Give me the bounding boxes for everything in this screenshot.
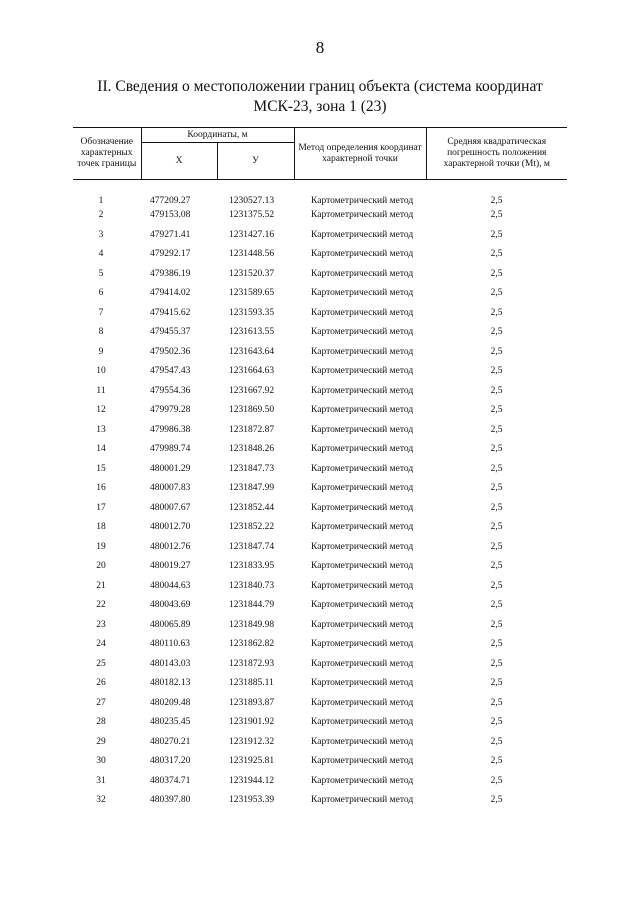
coordinate-x: 479415.62 (150, 307, 191, 318)
error-cell: 2,5 (490, 307, 503, 318)
coordinate-x: 480317.20 (150, 756, 191, 767)
table-row (73, 596, 567, 616)
error-cell: 2,5 (490, 210, 503, 221)
coordinate-x: 480143.03 (150, 658, 191, 669)
point-number: 15 (96, 463, 106, 474)
coordinate-x: 479986.38 (150, 424, 191, 435)
coordinate-x: 479502.36 (150, 346, 191, 357)
coordinate-x: 480007.83 (150, 483, 191, 494)
section-title-line-1: II. Сведения о местоположении границ объекта (система координат (97, 78, 543, 95)
method-cell: Картометрический метод (311, 366, 414, 377)
coordinate-x: 479989.74 (150, 444, 191, 455)
method-cell: Картометрический метод (311, 697, 414, 708)
coordinate-x: 479386.19 (150, 268, 191, 279)
table-row (73, 323, 567, 343)
method-cell: Картометрический метод (311, 210, 414, 221)
method-cell: Картометрический метод (311, 658, 414, 669)
method-cell: Картометрический метод (311, 541, 414, 552)
coordinate-y: 1231448.56 (229, 249, 275, 260)
coordinate-x: 479547.43 (150, 366, 191, 377)
coordinate-y: 1231840.73 (229, 580, 275, 591)
table-row (73, 459, 567, 479)
table-row (73, 752, 567, 772)
point-number: 2 (98, 210, 104, 221)
method-cell: Картометрический метод (311, 444, 414, 455)
error-cell: 2,5 (490, 424, 503, 435)
error-cell: 2,5 (490, 444, 503, 455)
point-number: 1 (98, 195, 104, 206)
page-number: 8 (315, 38, 325, 57)
coordinate-y: 1231912.32 (229, 736, 275, 747)
error-cell: 2,5 (490, 697, 503, 708)
point-number: 7 (98, 307, 104, 318)
point-number: 17 (96, 502, 106, 513)
table-row (73, 264, 567, 284)
coordinate-x: 480019.27 (150, 561, 191, 572)
error-cell: 2,5 (490, 658, 503, 669)
method-cell: Картометрический метод (311, 229, 414, 240)
coordinate-x: 479979.28 (150, 405, 191, 416)
table-row (73, 420, 567, 440)
point-number: 11 (96, 385, 106, 396)
point-number: 31 (96, 775, 106, 786)
error-cell: 2,5 (490, 229, 503, 240)
table-row (73, 498, 567, 518)
method-cell: Картометрический метод (311, 600, 414, 611)
error-cell: 2,5 (490, 405, 503, 416)
header-x: X (141, 143, 217, 180)
error-cell: 2,5 (490, 249, 503, 260)
coordinate-y: 1231901.92 (229, 717, 275, 728)
coordinate-y: 1231885.11 (229, 678, 274, 689)
table-row (73, 225, 567, 245)
point-number: 16 (96, 483, 106, 494)
error-cell: 2,5 (490, 795, 503, 806)
coordinate-y: 1231862.82 (229, 639, 275, 650)
coordinate-x: 479414.02 (150, 288, 191, 299)
error-cell: 2,5 (490, 366, 503, 377)
method-cell: Картометрический метод (311, 639, 414, 650)
coordinate-y: 1231869.50 (229, 405, 275, 416)
coordinate-x: 480043.69 (150, 600, 191, 611)
point-number: 28 (96, 717, 106, 728)
point-number: 14 (96, 444, 106, 455)
coordinate-y: 1231593.35 (229, 307, 275, 318)
coordinate-y: 1231848.26 (229, 444, 275, 455)
point-number: 13 (96, 424, 106, 435)
point-number: 10 (96, 366, 106, 377)
coordinate-x: 480012.76 (150, 541, 191, 552)
method-cell: Картометрический метод (311, 346, 414, 357)
table-row (73, 342, 567, 362)
error-cell: 2,5 (490, 619, 503, 630)
method-cell: Картометрический метод (311, 795, 414, 806)
method-cell: Картометрический метод (311, 288, 414, 299)
method-cell: Картометрический метод (311, 424, 414, 435)
point-number: 22 (96, 600, 106, 611)
error-cell: 2,5 (490, 483, 503, 494)
table-row (73, 576, 567, 596)
table-row (73, 518, 567, 538)
error-cell: 2,5 (490, 463, 503, 474)
table-row (73, 180, 567, 206)
coordinate-x: 480012.70 (150, 522, 191, 533)
coordinate-x: 480065.89 (150, 619, 191, 630)
coordinate-y: 1231893.87 (229, 697, 275, 708)
coordinate-y: 1230527.13 (229, 195, 275, 206)
table-row (73, 206, 567, 226)
error-cell: 2,5 (490, 678, 503, 689)
error-cell: 2,5 (490, 639, 503, 650)
error-cell: 2,5 (490, 502, 503, 513)
coordinate-x: 480110.63 (150, 639, 191, 650)
table-row (73, 557, 567, 577)
coordinate-x: 479292.17 (150, 249, 191, 260)
point-number: 8 (98, 327, 104, 338)
error-cell: 2,5 (490, 346, 503, 357)
coordinate-x: 480397.80 (150, 795, 191, 806)
coordinate-x: 479271.41 (150, 229, 191, 240)
coordinate-x: 477209.27 (150, 195, 191, 206)
error-cell: 2,5 (490, 717, 503, 728)
method-cell: Картометрический метод (311, 580, 414, 591)
coordinate-x: 480209.48 (150, 697, 191, 708)
coordinate-y: 1231613.55 (229, 327, 275, 338)
point-number: 25 (96, 658, 106, 669)
coordinate-y: 1231847.73 (229, 463, 275, 474)
method-cell: Картометрический метод (311, 195, 414, 206)
coordinate-x: 479455.37 (150, 327, 191, 338)
point-number: 9 (98, 346, 104, 357)
point-number: 18 (96, 522, 106, 533)
coordinate-y: 1231953.39 (229, 795, 275, 806)
coordinate-y: 1231589.65 (229, 288, 275, 299)
coordinate-y: 1231852.22 (229, 522, 275, 533)
error-cell: 2,5 (490, 580, 503, 591)
table-row (73, 674, 567, 694)
table-row (73, 771, 567, 791)
header-y: У (217, 143, 294, 180)
method-cell: Картометрический метод (311, 463, 414, 474)
error-cell: 2,5 (490, 268, 503, 279)
method-cell: Картометрический метод (311, 717, 414, 728)
point-number: 3 (98, 229, 104, 240)
method-cell: Картометрический метод (311, 249, 414, 260)
point-number: 21 (96, 580, 106, 591)
table-row (73, 245, 567, 265)
method-cell: Картометрический метод (311, 385, 414, 396)
table-row (73, 284, 567, 304)
error-cell: 2,5 (490, 327, 503, 338)
point-number: 27 (96, 697, 106, 708)
coordinate-x: 479153.08 (150, 210, 191, 221)
coordinate-x: 480374.71 (150, 775, 191, 786)
method-cell: Картометрический метод (311, 307, 414, 318)
error-cell: 2,5 (490, 736, 503, 747)
header-coordinates: Координаты, м (141, 128, 294, 143)
method-cell: Картометрический метод (311, 756, 414, 767)
table-row (73, 693, 567, 713)
coordinate-y: 1231944.12 (229, 775, 275, 786)
point-number: 4 (98, 249, 104, 260)
header-error: Средняя квадратическая погрешность положения характерной точки (Mt), м (426, 128, 567, 180)
point-number: 6 (98, 288, 104, 299)
coordinate-y: 1231833.95 (229, 561, 275, 572)
table-row (73, 635, 567, 655)
method-cell: Картометрический метод (311, 736, 414, 747)
coordinate-y: 1231844.79 (229, 600, 275, 611)
coordinate-y: 1231520.37 (229, 268, 275, 279)
header-designation: Обозначение характерных точек границы (73, 128, 141, 180)
method-cell: Картометрический метод (311, 268, 414, 279)
point-number: 29 (96, 736, 106, 747)
error-cell: 2,5 (490, 561, 503, 572)
table-row (73, 615, 567, 635)
error-cell: 2,5 (490, 775, 503, 786)
error-cell: 2,5 (490, 600, 503, 611)
method-cell: Картометрический метод (311, 561, 414, 572)
coordinate-y: 1231852.44 (229, 502, 275, 513)
coordinate-y: 1231847.74 (229, 541, 275, 552)
error-cell: 2,5 (490, 522, 503, 533)
point-number: 12 (96, 405, 106, 416)
coordinate-y: 1231664.63 (229, 366, 275, 377)
table-row (73, 732, 567, 752)
table-row (73, 401, 567, 421)
point-number: 23 (96, 619, 106, 630)
coordinate-y: 1231643.64 (229, 346, 275, 357)
table-row (73, 479, 567, 499)
table-row (73, 381, 567, 401)
error-cell: 2,5 (490, 756, 503, 767)
method-cell: Картометрический метод (311, 483, 414, 494)
method-cell: Картометрический метод (311, 502, 414, 513)
method-cell: Картометрический метод (311, 327, 414, 338)
table-body (73, 180, 567, 811)
coordinate-x: 480044.63 (150, 580, 191, 591)
error-cell: 2,5 (490, 195, 503, 206)
table-row (73, 713, 567, 733)
coordinate-y: 1231849.98 (229, 619, 275, 630)
table-row (73, 791, 567, 811)
section-title-line-2: МСК-23, зона 1 (23) (253, 98, 387, 115)
point-number: 19 (96, 541, 106, 552)
table-header (73, 128, 567, 180)
table-row (73, 537, 567, 557)
point-number: 20 (96, 561, 106, 572)
coordinate-y: 1231427.16 (229, 229, 275, 240)
method-cell: Картометрический метод (311, 619, 414, 630)
coordinate-y: 1231925.81 (229, 756, 275, 767)
error-cell: 2,5 (490, 385, 503, 396)
method-cell: Картометрический метод (311, 522, 414, 533)
coordinate-y: 1231375.52 (229, 210, 275, 221)
point-number: 30 (96, 756, 106, 767)
coordinate-x: 480182.13 (150, 678, 191, 689)
coordinate-y: 1231847.99 (229, 483, 275, 494)
table-row (73, 303, 567, 323)
coordinate-y: 1231667.92 (229, 385, 275, 396)
table-row (73, 654, 567, 674)
coordinate-x: 480007.67 (150, 502, 191, 513)
coordinate-x: 480001.29 (150, 463, 191, 474)
boundary-points-table (73, 127, 567, 810)
point-number: 32 (96, 795, 106, 806)
table-row (73, 362, 567, 382)
section-title (60, 77, 580, 117)
error-cell: 2,5 (490, 541, 503, 552)
point-number: 24 (96, 639, 106, 650)
point-number: 26 (96, 678, 106, 689)
method-cell: Картометрический метод (311, 678, 414, 689)
coordinate-x: 480270.21 (150, 736, 191, 747)
method-cell: Картометрический метод (311, 405, 414, 416)
header-method: Метод определения координат характерной точки (294, 128, 426, 180)
table-row (73, 440, 567, 460)
coordinate-x: 480235.45 (150, 717, 191, 728)
coordinate-y: 1231872.93 (229, 658, 275, 669)
method-cell: Картометрический метод (311, 775, 414, 786)
point-number: 5 (98, 268, 104, 279)
error-cell: 2,5 (490, 288, 503, 299)
coordinate-y: 1231872.87 (229, 424, 275, 435)
coordinate-x: 479554.36 (150, 385, 191, 396)
